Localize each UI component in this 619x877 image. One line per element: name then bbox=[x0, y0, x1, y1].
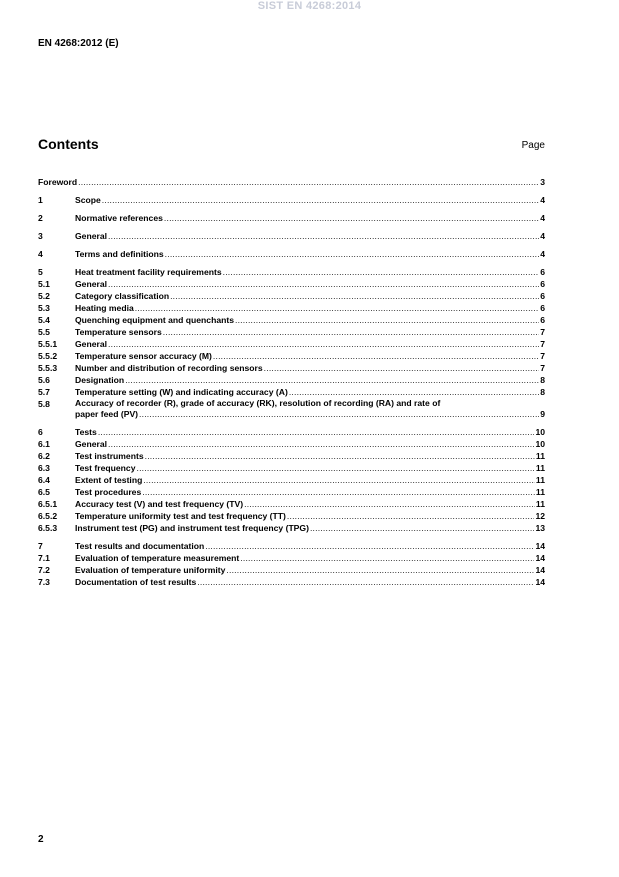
toc-number: 7.1 bbox=[38, 553, 50, 563]
toc-number: 7.2 bbox=[38, 565, 50, 575]
toc-title: Test instruments bbox=[75, 451, 144, 461]
toc-number: 5.5 bbox=[38, 327, 50, 337]
leader-dots bbox=[264, 362, 540, 374]
toc-entry[interactable] bbox=[38, 450, 545, 462]
leader-dots bbox=[170, 290, 539, 302]
toc-number: 5.5.1 bbox=[38, 339, 58, 349]
toc-number: 5.1 bbox=[38, 279, 50, 289]
toc-page: 3 bbox=[540, 177, 545, 187]
toc-title: Scope bbox=[75, 195, 101, 205]
toc-page: 8 bbox=[540, 387, 545, 397]
watermark: SIST EN 4268:2014 bbox=[257, 0, 362, 12]
toc-page: 13 bbox=[535, 523, 545, 533]
leader-dots bbox=[310, 522, 534, 534]
leader-dots bbox=[240, 552, 534, 564]
toc-page: 4 bbox=[540, 231, 545, 241]
toc-entry-multiline[interactable] bbox=[38, 398, 545, 420]
toc-entry[interactable] bbox=[38, 462, 545, 474]
toc-entry[interactable] bbox=[38, 486, 545, 498]
toc-number: 5.4 bbox=[38, 315, 50, 325]
toc-number: 5.5.2 bbox=[38, 351, 58, 361]
toc-number: 6.3 bbox=[38, 463, 50, 473]
leader-dots bbox=[213, 350, 539, 362]
leader-dots bbox=[102, 194, 539, 206]
toc-page: 14 bbox=[535, 565, 545, 575]
toc-entry[interactable] bbox=[38, 564, 545, 576]
toc-number: 6.1 bbox=[38, 439, 50, 449]
toc-page: 12 bbox=[535, 511, 545, 521]
toc-page: 6 bbox=[540, 303, 545, 313]
leader-dots bbox=[164, 212, 539, 224]
toc-page: 11 bbox=[535, 487, 545, 497]
toc-entry[interactable] bbox=[38, 474, 545, 486]
leader-dots bbox=[223, 266, 540, 278]
toc-title: Accuracy test (V) and test frequency (TV) bbox=[75, 499, 244, 509]
toc-entry[interactable] bbox=[38, 314, 545, 326]
toc-number: 4 bbox=[38, 249, 43, 259]
toc-title: Terms and definitions bbox=[75, 249, 164, 259]
leader-dots bbox=[145, 450, 535, 462]
leader-dots bbox=[142, 486, 535, 498]
toc-page: 8 bbox=[540, 375, 545, 385]
toc-title: Tests bbox=[75, 427, 97, 437]
toc-title: Foreword bbox=[38, 177, 78, 187]
toc-page: 6 bbox=[540, 291, 545, 301]
toc-page: 11 bbox=[535, 499, 545, 509]
toc-title: Evaluation of temperature measurement bbox=[75, 553, 240, 563]
toc-title: General bbox=[75, 231, 108, 241]
leader-dots bbox=[139, 409, 539, 420]
toc-page: 9 bbox=[540, 409, 545, 419]
toc-page: 10 bbox=[535, 439, 545, 449]
toc-number: 5.2 bbox=[38, 291, 50, 301]
toc-number: 7 bbox=[38, 541, 43, 551]
page-column-label: Page bbox=[521, 140, 545, 151]
toc-title: General bbox=[75, 439, 108, 449]
leader-dots bbox=[197, 576, 534, 588]
toc-title: Category classification bbox=[75, 291, 170, 301]
toc-page: 11 bbox=[535, 451, 545, 461]
toc-entry[interactable] bbox=[38, 350, 545, 362]
document-id: EN 4268:2012 (E) bbox=[38, 38, 119, 49]
toc-number: 6 bbox=[38, 427, 43, 437]
toc-page: 7 bbox=[540, 327, 545, 337]
leader-dots bbox=[143, 474, 535, 486]
toc-number: 5.6 bbox=[38, 375, 50, 385]
leader-dots bbox=[108, 278, 539, 290]
toc-number: 7.3 bbox=[38, 577, 50, 587]
toc-title-line2: paper feed (PV) bbox=[75, 409, 139, 419]
toc-title: General bbox=[75, 279, 108, 289]
toc-title: Test results and documentation bbox=[75, 541, 205, 551]
leader-dots bbox=[163, 326, 539, 338]
toc-page: 10 bbox=[535, 427, 545, 437]
toc-entry[interactable] bbox=[38, 290, 545, 302]
toc-title: Temperature sensor accuracy (M) bbox=[75, 351, 212, 361]
toc-entry[interactable] bbox=[38, 540, 545, 552]
toc-number: 3 bbox=[38, 231, 43, 241]
toc-entry[interactable] bbox=[38, 386, 545, 398]
toc-page: 7 bbox=[540, 363, 545, 373]
toc-title: General bbox=[75, 339, 108, 349]
toc-title: Extent of testing bbox=[75, 475, 143, 485]
toc-entry[interactable] bbox=[38, 338, 545, 350]
toc-title: Test frequency bbox=[75, 463, 136, 473]
toc-title: Test procedures bbox=[75, 487, 142, 497]
toc-number: 6.5.3 bbox=[38, 523, 58, 533]
toc-page: 7 bbox=[540, 351, 545, 361]
toc-entry[interactable] bbox=[38, 194, 545, 206]
toc-number: 6.2 bbox=[38, 451, 50, 461]
toc-title: Quenching equipment and quenchants bbox=[75, 315, 234, 325]
toc-number: 6.5.2 bbox=[38, 511, 58, 521]
toc-entry[interactable] bbox=[38, 326, 545, 338]
contents-heading: Contents bbox=[38, 136, 99, 152]
toc-number: 5.5.3 bbox=[38, 363, 58, 373]
toc-page: 6 bbox=[540, 267, 545, 277]
toc-entry[interactable] bbox=[38, 374, 545, 386]
toc-entry[interactable] bbox=[38, 362, 545, 374]
toc-number: 5 bbox=[38, 267, 43, 277]
leader-dots bbox=[125, 374, 539, 386]
toc-entry[interactable] bbox=[38, 510, 545, 522]
leader-dots bbox=[287, 510, 535, 522]
toc-entry[interactable] bbox=[38, 248, 545, 260]
toc-entry[interactable] bbox=[38, 230, 545, 242]
toc-entry[interactable] bbox=[38, 212, 545, 224]
toc-number: 2 bbox=[38, 213, 43, 223]
leader-dots bbox=[135, 302, 539, 314]
toc-page: 14 bbox=[535, 541, 545, 551]
toc-title-line1: Accuracy of recorder (R), grade of accuracy (RK), resolution of recording (RA) and rate of bbox=[75, 398, 441, 408]
toc-entry[interactable] bbox=[38, 266, 545, 278]
leader-dots bbox=[98, 426, 535, 438]
toc-title: Temperature uniformity test and test frequency (TT) bbox=[75, 511, 286, 521]
toc-number: 1 bbox=[38, 195, 43, 205]
toc-entry[interactable] bbox=[38, 278, 545, 290]
toc-title: Number and distribution of recording sensors bbox=[75, 363, 263, 373]
toc-page: 4 bbox=[540, 213, 545, 223]
toc-title: Heating media bbox=[75, 303, 134, 313]
toc-number: 6.4 bbox=[38, 475, 50, 485]
toc-entry[interactable] bbox=[38, 438, 545, 450]
toc-title: Heat treatment facility requirements bbox=[75, 267, 222, 277]
table-of-contents bbox=[38, 176, 545, 588]
leader-dots bbox=[108, 438, 534, 450]
toc-page: 4 bbox=[540, 249, 545, 259]
toc-title: Evaluation of temperature uniformity bbox=[75, 565, 226, 575]
toc-entry-foreword[interactable] bbox=[38, 176, 545, 188]
toc-title: Temperature sensors bbox=[75, 327, 162, 337]
toc-title: Designation bbox=[75, 375, 125, 385]
toc-title: Normative references bbox=[75, 213, 163, 223]
toc-entry[interactable] bbox=[38, 552, 545, 564]
toc-title: Instrument test (PG) and instrument test frequency (TPG) bbox=[75, 523, 309, 533]
toc-number: 6.5.1 bbox=[38, 499, 58, 509]
toc-number: 5.8 bbox=[38, 399, 50, 409]
toc-entry[interactable] bbox=[38, 576, 545, 588]
toc-page: 6 bbox=[540, 279, 545, 289]
leader-dots bbox=[165, 248, 540, 260]
toc-page: 4 bbox=[540, 195, 545, 205]
toc-number: 6.5 bbox=[38, 487, 50, 497]
toc-entry[interactable] bbox=[38, 522, 545, 534]
leader-dots bbox=[78, 176, 539, 188]
toc-page: 6 bbox=[540, 315, 545, 325]
toc-number: 5.3 bbox=[38, 303, 50, 313]
toc-entry[interactable] bbox=[38, 302, 545, 314]
toc-title: Temperature setting (W) and indicating accuracy (A) bbox=[75, 387, 288, 397]
toc-entry[interactable] bbox=[38, 426, 545, 438]
leader-dots bbox=[137, 462, 535, 474]
toc-page: 14 bbox=[535, 577, 545, 587]
toc-page: 11 bbox=[535, 475, 545, 485]
leader-dots bbox=[108, 338, 539, 350]
leader-dots bbox=[205, 540, 534, 552]
leader-dots bbox=[108, 230, 539, 242]
page-number: 2 bbox=[38, 834, 44, 845]
leader-dots bbox=[235, 314, 539, 326]
leader-dots bbox=[226, 564, 534, 576]
leader-dots bbox=[289, 386, 539, 398]
toc-page: 14 bbox=[535, 553, 545, 563]
toc-entry[interactable] bbox=[38, 498, 545, 510]
toc-number: 5.7 bbox=[38, 387, 50, 397]
leader-dots bbox=[244, 498, 535, 510]
toc-title: Documentation of test results bbox=[75, 577, 197, 587]
toc-page: 11 bbox=[535, 463, 545, 473]
toc-page: 7 bbox=[540, 339, 545, 349]
